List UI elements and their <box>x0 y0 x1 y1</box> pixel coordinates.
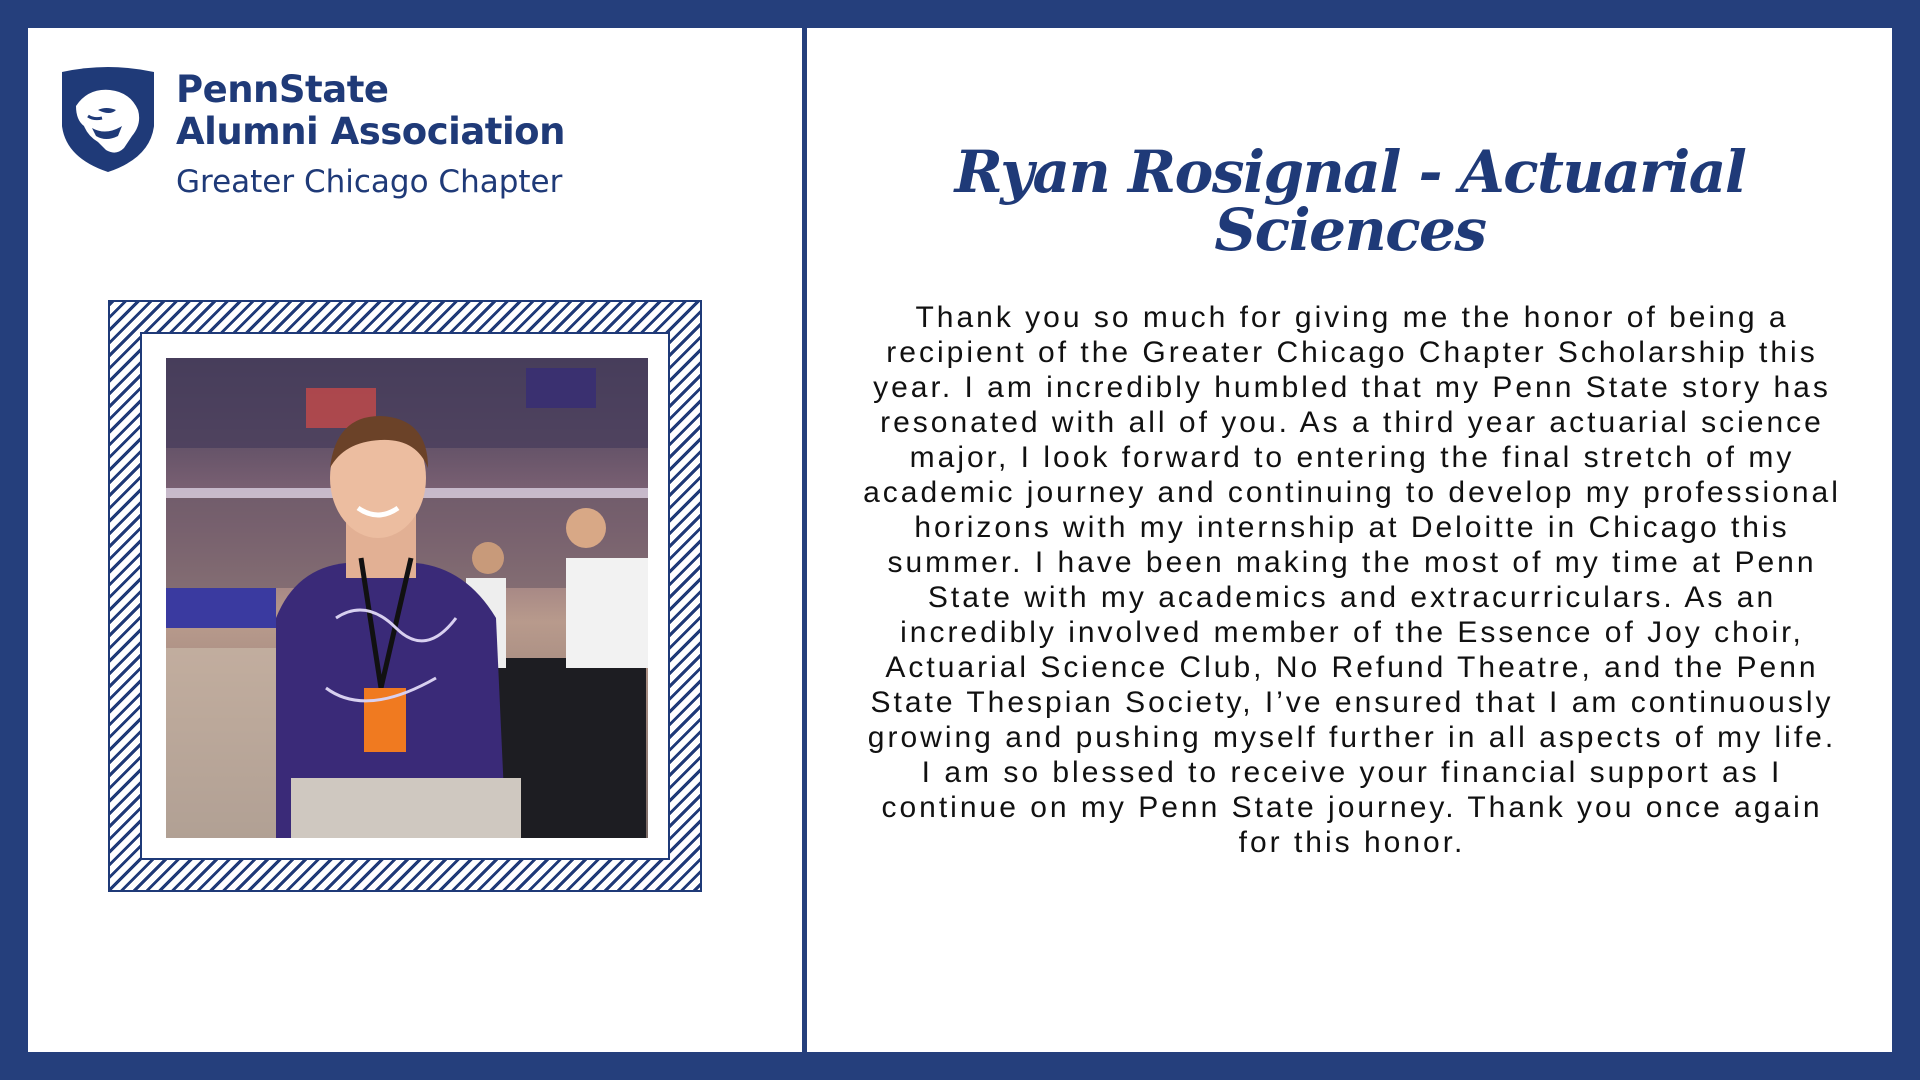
logo-line-pennstate: PennState <box>176 68 389 111</box>
logo-line-chapter: Greater Chicago Chapter <box>176 164 563 200</box>
logo-line-alumni-association: Alumni Association <box>176 110 565 153</box>
student-photo <box>166 358 648 838</box>
striped-photo-frame <box>108 300 702 892</box>
thank-you-letter: Thank you so much for giving me the honor of being a recipient of the Greater Chicago Chapter Scholarship this year. I am incredibly humbled that my Penn State story has resonated with all of you. As a third year actuarial science major, I look forward to entering the final stretch of my academic journey and continuing to develop my professional horizons with my internship at Deloitte in Chicago this summer. I have been making the most of my time at Penn State with my academics and extracurriculars. As an incredibly involved member of the Essence of Joy choir, Actuarial Science Club, No Refund Theatre, and the Penn State Thespian Society, I’ve ensured that I am continuously growing and pushing myself further in all aspects of my life. I am so blessed to receive your financial support as I continue on my Penn State journey. Thank you once again for this honor. <box>863 301 1841 859</box>
penn-state-alumni-logo <box>58 66 618 216</box>
student-photo-illustration <box>166 358 648 838</box>
nittany-lion-shield-icon <box>58 66 158 174</box>
page-title: Ryan Rosignal - Actuarial Sciences <box>954 138 1746 264</box>
